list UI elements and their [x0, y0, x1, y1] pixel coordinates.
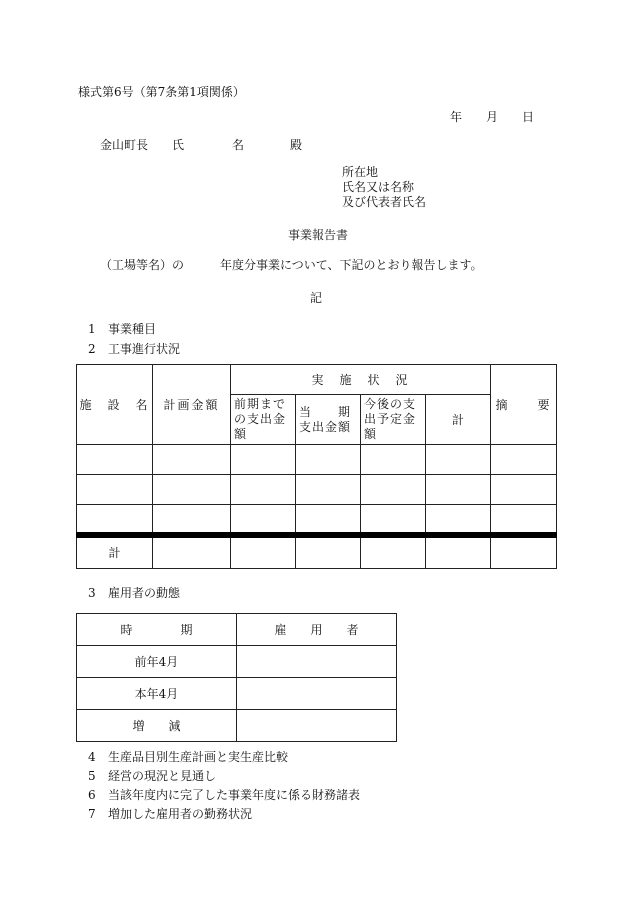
col-current-expense: 当 期支出金額: [296, 395, 361, 445]
col-facility: 施 設 名: [77, 365, 153, 445]
col-prev-expense: 前期までの支出金額: [231, 395, 296, 445]
item-6-num: 6: [88, 788, 96, 802]
date-month: 月: [486, 110, 499, 124]
table-row: [77, 710, 397, 742]
item-1-label: 事業種目: [108, 322, 157, 336]
table-row: [77, 475, 557, 505]
table-row: [77, 646, 397, 678]
item-5-num: 5: [88, 769, 96, 783]
col-period: 時 期: [77, 614, 237, 646]
item-5-label: 経営の現況と見通し: [108, 769, 217, 783]
col-employees: 雇 用 者: [237, 614, 397, 646]
table-row: [77, 678, 397, 710]
total-label: 計: [77, 535, 153, 569]
applicant-name: 氏名又は名称: [342, 180, 415, 194]
form-number: 様式第6号（第7条第1項関係）: [78, 85, 245, 99]
applicant-representative: 及び代表者氏名: [342, 195, 427, 209]
date-day: 日: [522, 110, 535, 124]
employment-table: [76, 613, 397, 742]
col-subtotal: 計: [426, 395, 491, 445]
col-remarks: 摘 要: [491, 365, 557, 445]
total-row: [77, 535, 557, 569]
col-future-expense: 今後の支出予定金額: [361, 395, 426, 445]
intro-text: 年度分事業について、下記のとおり報告します。: [220, 258, 483, 272]
progress-table: [76, 364, 557, 569]
col-plan-amount: 計画金額: [153, 365, 231, 445]
row-change: 増 減: [77, 710, 237, 742]
row-prev-april: 前年4月: [77, 646, 237, 678]
applicant-address: 所在地: [342, 165, 379, 179]
item-4-label: 生産品目別生産計画と実生産比較: [108, 750, 289, 764]
item-7-label: 増加した雇用者の勤務状況: [108, 807, 253, 821]
addressee-dono: 殿: [290, 138, 303, 152]
date-year: 年: [450, 110, 463, 124]
item-3-label: 雇用者の動態: [108, 586, 181, 600]
item-2-label: 工事進行状況: [108, 342, 181, 356]
table-row: [77, 445, 557, 475]
ki-label: 記: [310, 291, 323, 305]
item-3-num: 3: [88, 586, 96, 600]
addressee-town: 金山町長: [100, 138, 149, 152]
row-this-april: 本年4月: [77, 678, 237, 710]
addressee-shi: 氏: [172, 138, 185, 152]
item-1-num: 1: [88, 322, 96, 336]
addressee-mei: 名: [232, 138, 245, 152]
item-7-num: 7: [88, 807, 96, 821]
table-row: [77, 505, 557, 535]
item-4-num: 4: [88, 750, 96, 764]
item-2-num: 2: [88, 342, 96, 356]
col-status: 実 施 状 況: [231, 365, 491, 395]
intro-factory: （工場等名）の: [100, 258, 185, 272]
item-6-label: 当該年度内に完了した事業年度に係る財務諸表: [108, 788, 361, 802]
document-title: 事業報告書: [288, 228, 349, 242]
